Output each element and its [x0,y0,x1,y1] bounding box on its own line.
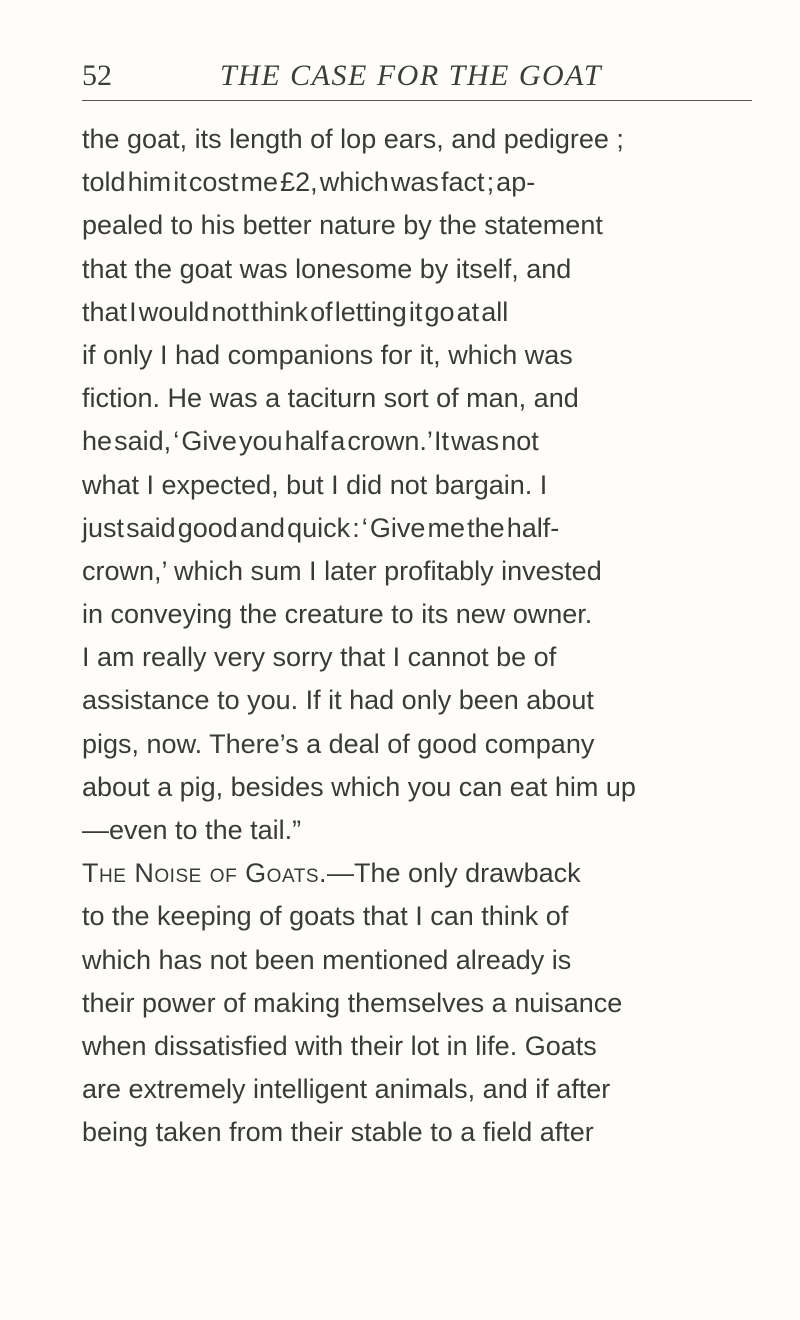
running-head: THE CASE FOR THE GOAT [220,59,603,92]
text-line: pealed to his better nature by the statement [82,210,603,241]
page-number: 52 [82,59,112,92]
text-line: that I would not think of letting it go at all [82,296,509,327]
text-line: their power of making themselves a nuisance [82,987,623,1018]
text-line: when dissatisfied with their lot in life. Goats [82,1030,597,1061]
body-text [82,118,772,1155]
text-line: if only I had companions for it, which was [82,339,573,370]
page-header [82,58,752,98]
text-line: that the goat was lonesome by itself, and [82,253,572,284]
text-line: being taken from their stable to a field after [82,1117,594,1148]
text-line: which has not been mentioned already is [82,944,572,975]
text-line: just said good and quick : ‘ Give me the half- [82,512,560,543]
text-line: pigs, now. There’s a deal of good company [82,728,595,759]
text-line: in conveying the creature to its new owner. [82,599,593,630]
text-line: are extremely intelligent animals, and if after [82,1074,611,1105]
section-first-line-text: —The only drawback [327,858,581,889]
text-line: he said, ‘ Give you half a crown.’ It was not [82,426,539,457]
text-line: told him it cost me £2, which was fact ; ap- [82,167,536,198]
text-line: about a pig, besides which you can eat him up [82,771,636,802]
text-line: to the keeping of goats that I can think of [82,901,569,932]
text-line: assistance to you. If it had only been about [82,685,594,716]
section-first-line [82,852,772,895]
text-line: the goat, its length of lop ears, and pedigree ; [82,124,624,154]
header-rule [82,100,752,101]
text-line: fiction. He was a taciturn sort of man, and [82,383,579,414]
text-line: crown,’ which sum I later profitably invested [82,555,602,586]
text-line: what I expected, but I did not bargain. I [82,469,548,500]
text-line: —even to the tail.” [82,815,302,845]
section-heading: The Noise of Goats. [82,858,328,889]
text-line: I am really very sorry that I cannot be of [82,642,557,673]
